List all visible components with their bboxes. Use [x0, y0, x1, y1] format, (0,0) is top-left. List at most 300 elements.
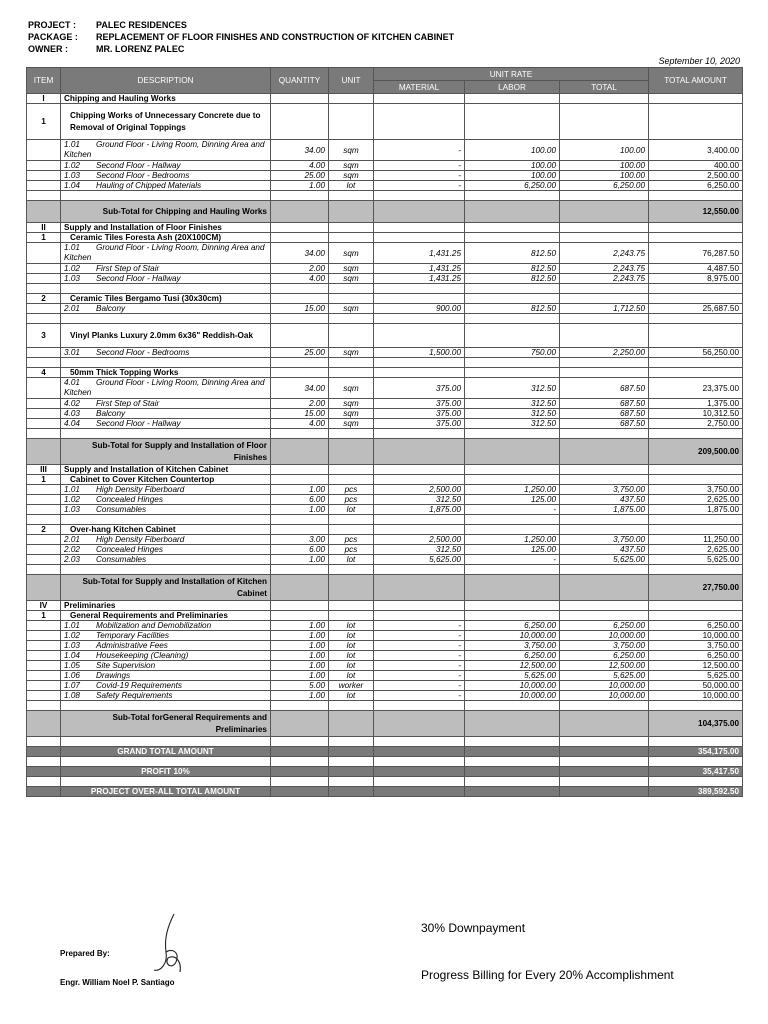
line-number: 1.07: [64, 681, 80, 690]
item-number: 1: [27, 475, 61, 485]
total-cell: 437.50: [560, 495, 649, 505]
line-description: [61, 409, 271, 419]
empty-cell: [560, 94, 649, 104]
amount-cell: 10,000.00: [649, 691, 743, 701]
empty-cell: [271, 475, 329, 485]
quantity-cell: 15.00: [271, 304, 329, 314]
empty-cell: [560, 757, 649, 767]
labor-cell: 6,250.00: [465, 651, 560, 661]
unit-cell: pcs: [329, 535, 374, 545]
material-cell: 900.00: [374, 304, 465, 314]
table-row: [27, 485, 743, 495]
unit-cell: lot: [329, 641, 374, 651]
quantity-cell: 1.00: [271, 485, 329, 495]
empty-cell: [649, 104, 743, 140]
total-cell: 12,500.00: [560, 661, 649, 671]
empty-cell: [271, 324, 329, 348]
empty-cell: [329, 515, 374, 525]
empty-cell: [465, 525, 560, 535]
table-row: [27, 104, 743, 140]
line-number: 1.04: [64, 181, 80, 190]
line-description: [61, 661, 271, 671]
line-description: [61, 304, 271, 314]
empty-cell: [329, 104, 374, 140]
empty-cell: [329, 324, 374, 348]
line-text: Covid-19 Requirements: [96, 681, 183, 690]
table-row: [27, 368, 743, 378]
amount-cell: 10,000.00: [649, 631, 743, 641]
empty-cell: [649, 475, 743, 485]
amount-cell: 11,250.00: [649, 535, 743, 545]
line-text: Balcony: [96, 304, 126, 313]
col-total: TOTAL: [560, 81, 649, 94]
line-description: [61, 495, 271, 505]
amount-cell: 23,375.00: [649, 378, 743, 399]
line-number: 1.02: [64, 264, 80, 273]
total-cell: 5,625.00: [560, 555, 649, 565]
item-number: 1: [27, 104, 61, 140]
amount-cell: 1,375.00: [649, 399, 743, 409]
table-row: [27, 475, 743, 485]
empty-cell: [27, 348, 61, 358]
amount-cell: 8,975.00: [649, 274, 743, 284]
line-text: High Density Fiberboard: [96, 485, 185, 494]
subtotal-label: Sub-Total for Supply and Installation of Kitchen Cabinet: [61, 575, 271, 601]
empty-cell: [649, 565, 743, 575]
empty-cell: [61, 314, 271, 324]
empty-cell: [27, 171, 61, 181]
engineer-name: Engr. William Noel P. Santiago: [60, 978, 175, 987]
labor-cell: 6,250.00: [465, 621, 560, 631]
labor-cell: 12,500.00: [465, 661, 560, 671]
total-cell: 3,750.00: [560, 641, 649, 651]
amount-cell: 6,250.00: [649, 181, 743, 191]
empty-cell: [374, 324, 465, 348]
empty-cell: [27, 575, 61, 601]
unit-cell: lot: [329, 671, 374, 681]
line-text: Safety Requirements: [96, 691, 173, 700]
amount-cell: 50,000.00: [649, 681, 743, 691]
table-row: [27, 495, 743, 505]
empty-cell: [374, 757, 465, 767]
total-amount: 35,417.50: [649, 767, 743, 777]
empty-cell: [374, 191, 465, 201]
table-row: [27, 555, 743, 565]
subtotal-label: Sub-Total forGeneral Requirements and Preliminaries: [61, 711, 271, 737]
line-text: First Step of Stair: [96, 264, 160, 273]
labor-cell: 125.00: [465, 495, 560, 505]
table-row: [27, 243, 743, 264]
line-number: 4.01: [64, 378, 80, 387]
empty-cell: [27, 757, 61, 767]
empty-cell: [649, 294, 743, 304]
empty-cell: [329, 94, 374, 104]
subtotal-amount: 104,375.00: [649, 711, 743, 737]
empty-cell: [329, 701, 374, 711]
empty-cell: [27, 140, 61, 161]
group-title: Chipping Works of Unnecessary Concrete due to Removal of Original Toppings: [61, 104, 271, 140]
line-number: 1.02: [64, 631, 80, 640]
empty-cell: [465, 104, 560, 140]
empty-cell: [649, 94, 743, 104]
empty-cell: [374, 777, 465, 787]
labor-cell: 812.50: [465, 264, 560, 274]
line-number: 2.01: [64, 535, 80, 544]
empty-cell: [329, 284, 374, 294]
empty-cell: [27, 767, 61, 777]
empty-cell: [271, 314, 329, 324]
material-cell: -: [374, 621, 465, 631]
empty-cell: [271, 233, 329, 243]
empty-cell: [27, 701, 61, 711]
subtotal-amount: 12,550.00: [649, 201, 743, 223]
empty-cell: [465, 223, 560, 233]
table-row: [27, 777, 743, 787]
total-label: PROJECT OVER-ALL TOTAL AMOUNT: [61, 787, 271, 797]
unit-cell: lot: [329, 651, 374, 661]
table-row: [27, 181, 743, 191]
labor-cell: 812.50: [465, 304, 560, 314]
labor-cell: 812.50: [465, 274, 560, 284]
empty-cell: [329, 439, 374, 465]
unit-cell: lot: [329, 555, 374, 565]
empty-cell: [27, 181, 61, 191]
empty-cell: [271, 767, 329, 777]
labor-cell: 1,250.00: [465, 485, 560, 495]
table-row: [27, 191, 743, 201]
empty-cell: [329, 737, 374, 747]
empty-cell: [329, 368, 374, 378]
empty-cell: [27, 631, 61, 641]
total-cell: 10,000.00: [560, 631, 649, 641]
empty-cell: [560, 767, 649, 777]
total-cell: 437.50: [560, 545, 649, 555]
col-item: ITEM: [27, 68, 61, 94]
amount-cell: 5,625.00: [649, 555, 743, 565]
table-row: [27, 284, 743, 294]
table-row: [27, 535, 743, 545]
labor-cell: 100.00: [465, 171, 560, 181]
item-number: 1: [27, 233, 61, 243]
amount-cell: 10,312.50: [649, 409, 743, 419]
empty-cell: [465, 368, 560, 378]
empty-cell: [27, 314, 61, 324]
col-material: MATERIAL: [374, 81, 465, 94]
line-text: Second Floor - Hallway: [96, 274, 181, 283]
section-title: Preliminaries: [61, 601, 271, 611]
labor-cell: 10,000.00: [465, 681, 560, 691]
table-row: [27, 348, 743, 358]
empty-cell: [271, 515, 329, 525]
empty-cell: [465, 465, 560, 475]
line-description: [61, 419, 271, 429]
empty-cell: [465, 601, 560, 611]
line-description: [61, 243, 271, 264]
quantity-cell: 4.00: [271, 161, 329, 171]
empty-cell: [465, 94, 560, 104]
total-cell: 2,250.00: [560, 348, 649, 358]
empty-cell: [560, 611, 649, 621]
unit-cell: lot: [329, 631, 374, 641]
quantity-cell: 1.00: [271, 651, 329, 661]
subtotal-amount: 27,750.00: [649, 575, 743, 601]
group-title: General Requirements and Preliminaries: [61, 611, 271, 621]
project-label: PROJECT :: [28, 20, 77, 30]
unit-cell: pcs: [329, 545, 374, 555]
material-cell: 2,500.00: [374, 485, 465, 495]
empty-cell: [374, 701, 465, 711]
table-row: [27, 575, 743, 601]
empty-cell: [329, 777, 374, 787]
table-row: [27, 691, 743, 701]
table-row: [27, 399, 743, 409]
quantity-cell: 6.00: [271, 545, 329, 555]
table-row: [27, 525, 743, 535]
unit-cell: sqm: [329, 243, 374, 264]
empty-cell: [374, 429, 465, 439]
empty-cell: [374, 565, 465, 575]
empty-cell: [374, 747, 465, 757]
empty-cell: [465, 201, 560, 223]
line-text: Housekeeping (Cleaning): [96, 651, 189, 660]
labor-cell: 100.00: [465, 140, 560, 161]
empty-cell: [329, 358, 374, 368]
total-cell: 2,243.75: [560, 264, 649, 274]
line-number: 1.03: [64, 505, 80, 514]
empty-cell: [27, 691, 61, 701]
line-text: Second Floor - Hallway: [96, 419, 181, 428]
unit-cell: lot: [329, 505, 374, 515]
empty-cell: [271, 525, 329, 535]
package-name: REPLACEMENT OF FLOOR FINISHES AND CONSTRUCTION OF KITCHEN CABINET: [96, 32, 455, 42]
owner-label: OWNER :: [28, 44, 68, 54]
total-cell: 1,875.00: [560, 505, 649, 515]
empty-cell: [374, 515, 465, 525]
table-row: [27, 274, 743, 284]
line-description: [61, 505, 271, 515]
quantity-cell: 2.00: [271, 399, 329, 409]
material-cell: 1,500.00: [374, 348, 465, 358]
empty-cell: [27, 358, 61, 368]
line-number: 1.03: [64, 641, 80, 650]
empty-cell: [27, 545, 61, 555]
col-unit: UNIT: [329, 68, 374, 94]
item-number: III: [27, 465, 61, 475]
total-cell: 100.00: [560, 171, 649, 181]
unit-cell: sqm: [329, 378, 374, 399]
item-number: 3: [27, 324, 61, 348]
line-number: 1.04: [64, 651, 80, 660]
empty-cell: [329, 233, 374, 243]
line-text: High Density Fiberboard: [96, 535, 185, 544]
amount-cell: 5,625.00: [649, 671, 743, 681]
labor-cell: 10,000.00: [465, 691, 560, 701]
empty-cell: [27, 495, 61, 505]
subtotal-label: Sub-Total for Chipping and Hauling Works: [61, 201, 271, 223]
line-description: [61, 691, 271, 701]
empty-cell: [27, 787, 61, 797]
unit-cell: lot: [329, 621, 374, 631]
amount-cell: 2,625.00: [649, 545, 743, 555]
empty-cell: [61, 757, 271, 767]
empty-cell: [27, 304, 61, 314]
empty-cell: [329, 711, 374, 737]
empty-cell: [27, 485, 61, 495]
total-cell: 3,750.00: [560, 535, 649, 545]
line-text: Concealed Hinges: [96, 495, 163, 504]
material-cell: -: [374, 661, 465, 671]
table-row: [27, 264, 743, 274]
empty-cell: [560, 465, 649, 475]
material-cell: 375.00: [374, 419, 465, 429]
empty-cell: [560, 575, 649, 601]
group-title: Ceramic Tiles Bergamo Tusi (30x30cm): [61, 294, 271, 304]
table-row: [27, 378, 743, 399]
unit-cell: sqm: [329, 409, 374, 419]
labor-cell: 5,625.00: [465, 671, 560, 681]
total-amount: 354,175.00: [649, 747, 743, 757]
unit-cell: worker: [329, 681, 374, 691]
line-text: Ground Floor - Living Room, Dinning Area and Kitchen: [64, 140, 265, 159]
quantity-cell: 1.00: [271, 621, 329, 631]
empty-cell: [329, 429, 374, 439]
labor-cell: 1,250.00: [465, 535, 560, 545]
empty-cell: [374, 223, 465, 233]
total-cell: 687.50: [560, 419, 649, 429]
amount-cell: 2,625.00: [649, 495, 743, 505]
line-text: Administrative Fees: [96, 641, 168, 650]
material-cell: 1,431.25: [374, 274, 465, 284]
quantity-cell: 1.00: [271, 631, 329, 641]
quantity-cell: 34.00: [271, 243, 329, 264]
total-cell: 5,625.00: [560, 671, 649, 681]
empty-cell: [329, 314, 374, 324]
empty-cell: [271, 191, 329, 201]
line-number: 1.05: [64, 661, 80, 670]
line-description: [61, 545, 271, 555]
line-description: [61, 681, 271, 691]
table-row: [27, 747, 743, 757]
line-number: 1.03: [64, 171, 80, 180]
empty-cell: [465, 191, 560, 201]
line-text: Drawings: [96, 671, 131, 680]
empty-cell: [27, 641, 61, 651]
line-description: [61, 274, 271, 284]
unit-cell: sqm: [329, 171, 374, 181]
empty-cell: [271, 294, 329, 304]
empty-cell: [560, 368, 649, 378]
empty-cell: [560, 747, 649, 757]
empty-cell: [374, 611, 465, 621]
amount-cell: 56,250.00: [649, 348, 743, 358]
table-row: [27, 419, 743, 429]
empty-cell: [329, 191, 374, 201]
empty-cell: [27, 737, 61, 747]
item-number: I: [27, 94, 61, 104]
amount-cell: 12,500.00: [649, 661, 743, 671]
quantity-cell: 3.00: [271, 535, 329, 545]
empty-cell: [27, 535, 61, 545]
empty-cell: [465, 515, 560, 525]
amount-cell: 3,750.00: [649, 641, 743, 651]
line-text: Second Floor - Bedrooms: [96, 171, 190, 180]
section-title: Supply and Installation of Floor Finishes: [61, 223, 271, 233]
empty-cell: [374, 284, 465, 294]
empty-cell: [560, 525, 649, 535]
material-cell: 312.50: [374, 545, 465, 555]
subtotal-label: Sub-Total for Supply and Installation of Floor Finishes: [61, 439, 271, 465]
table-row: [27, 171, 743, 181]
prepared-by-label: Prepared By:: [60, 949, 110, 958]
unit-cell: pcs: [329, 485, 374, 495]
labor-cell: 125.00: [465, 545, 560, 555]
empty-cell: [649, 324, 743, 348]
empty-cell: [374, 711, 465, 737]
empty-cell: [329, 475, 374, 485]
quantity-cell: 1.00: [271, 691, 329, 701]
line-description: [61, 264, 271, 274]
group-title: 50mm Thick Topping Works: [61, 368, 271, 378]
empty-cell: [465, 701, 560, 711]
empty-cell: [27, 284, 61, 294]
table-row: [27, 601, 743, 611]
empty-cell: [271, 777, 329, 787]
line-text: Consumables: [96, 555, 147, 564]
line-number: 1.01: [64, 243, 80, 252]
total-cell: 2,243.75: [560, 274, 649, 284]
table-row: [27, 661, 743, 671]
material-cell: 2,500.00: [374, 535, 465, 545]
material-cell: 375.00: [374, 409, 465, 419]
empty-cell: [27, 378, 61, 399]
labor-cell: 6,250.00: [465, 181, 560, 191]
unit-cell: lot: [329, 181, 374, 191]
line-number: 1.08: [64, 691, 80, 700]
empty-cell: [27, 274, 61, 284]
table-row: [27, 161, 743, 171]
line-description: [61, 651, 271, 661]
empty-cell: [560, 475, 649, 485]
empty-cell: [271, 787, 329, 797]
empty-cell: [329, 565, 374, 575]
line-number: 1.01: [64, 621, 80, 630]
empty-cell: [374, 368, 465, 378]
empty-cell: [374, 575, 465, 601]
total-cell: 1,712.50: [560, 304, 649, 314]
table-row: [27, 681, 743, 691]
line-description: [61, 399, 271, 409]
empty-cell: [374, 737, 465, 747]
empty-cell: [649, 314, 743, 324]
item-number: 4: [27, 368, 61, 378]
empty-cell: [465, 429, 560, 439]
material-cell: -: [374, 171, 465, 181]
material-cell: -: [374, 651, 465, 661]
line-description: [61, 161, 271, 171]
labor-cell: 812.50: [465, 243, 560, 264]
empty-cell: [61, 515, 271, 525]
table-row: [27, 505, 743, 515]
empty-cell: [27, 565, 61, 575]
empty-cell: [27, 777, 61, 787]
empty-cell: [27, 399, 61, 409]
quantity-cell: 4.00: [271, 419, 329, 429]
quantity-cell: 5.00: [271, 681, 329, 691]
table-row: [27, 314, 743, 324]
empty-cell: [271, 601, 329, 611]
material-cell: 1,431.25: [374, 264, 465, 274]
table-row: [27, 94, 743, 104]
